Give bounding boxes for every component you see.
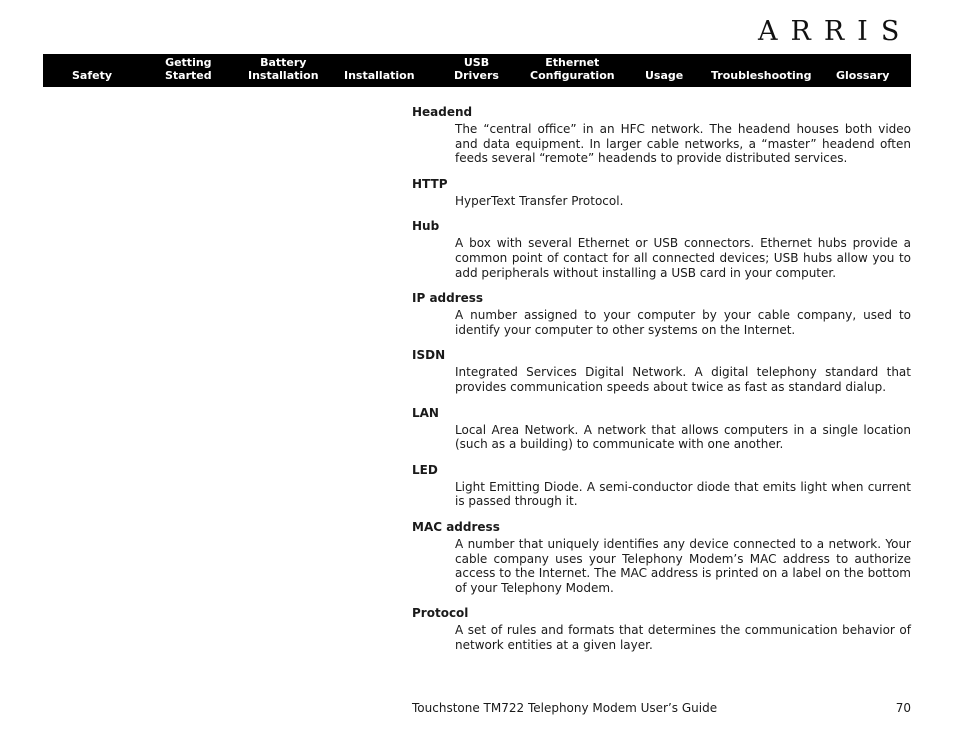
glossary-content (412, 104, 911, 662)
glossary-entry (412, 462, 911, 509)
document-title: Touchstone TM722 Telephony Modem User’s Guide (412, 701, 718, 715)
glossary-definition: Local Area Network. A network that allows computers in a single location (such as a building) to communicate with one another. (455, 422, 911, 452)
glossary-definition: A box with several Ethernet or USB connectors. Ethernet hubs provide a common point of contact for all connected devices; USB hubs allow you to add peripherals without installing a USB card in your computer. (455, 236, 911, 280)
glossary-term: MAC address (412, 519, 500, 534)
glossary-entry (412, 290, 911, 337)
glossary-term: LED (412, 462, 438, 477)
nav-usb-drivers[interactable]: USB Drivers (454, 56, 499, 82)
glossary-definition: The “central office” in an HFC network. The headend houses both video and data equipment. In larger cable networks, a “master” headend often feeds several “remote” headends to provide distributed services. (455, 122, 911, 166)
glossary-definition: Light Emitting Diode. A semi-conductor diode that emits light when current is passed through it. (455, 479, 911, 509)
glossary-entry (412, 405, 911, 452)
nav-safety[interactable]: Safety (72, 69, 113, 82)
glossary-entry (412, 605, 911, 652)
arris-logo: ARRIS (758, 16, 913, 47)
glossary-term: ISDN (412, 348, 446, 363)
glossary-term: IP address (412, 291, 484, 306)
page-number: 70 (895, 701, 911, 715)
nav-usage[interactable]: Usage (645, 69, 684, 82)
nav-troubleshooting[interactable]: Troubleshooting (711, 69, 812, 82)
glossary-definition: Integrated Services Digital Network. A digital telephony standard that provides communication speeds about twice as fast as standard dialup. (455, 365, 911, 394)
glossary-term: Hub (412, 219, 440, 234)
nav-getting-started[interactable]: Getting Started (165, 56, 212, 82)
glossary-entry (412, 104, 911, 166)
nav-ethernet-configuration[interactable]: Ethernet Configuration (530, 56, 615, 82)
glossary-term: Protocol (412, 606, 469, 621)
glossary-definition: A set of rules and formats that determines the communication behavior of network entities at a given layer. (455, 623, 911, 652)
nav-glossary[interactable]: Glossary (836, 69, 890, 82)
glossary-definition: A number assigned to your computer by your cable company, used to identify your computer to other systems on the Internet. (455, 308, 911, 337)
nav-bar (43, 54, 911, 87)
glossary-entry (412, 347, 911, 394)
glossary-definition: HyperText Transfer Protocol. (455, 193, 624, 208)
glossary-definition: A number that uniquely identifies any device connected to a network. Your cable company uses your Telephony Modem’s MAC address to authorize access to the Internet. The MAC address is printed on a label on the bottom of your Telephony Modem. (455, 536, 911, 595)
glossary-entry (412, 519, 911, 595)
nav-installation[interactable]: Installation (344, 69, 415, 82)
glossary-term: LAN (412, 405, 439, 420)
nav-battery-installation[interactable]: Battery Installation (248, 56, 319, 82)
glossary-term: Headend (412, 105, 473, 119)
glossary-entry (412, 218, 911, 280)
glossary-entry (412, 176, 911, 209)
glossary-term: HTTP (412, 176, 448, 191)
